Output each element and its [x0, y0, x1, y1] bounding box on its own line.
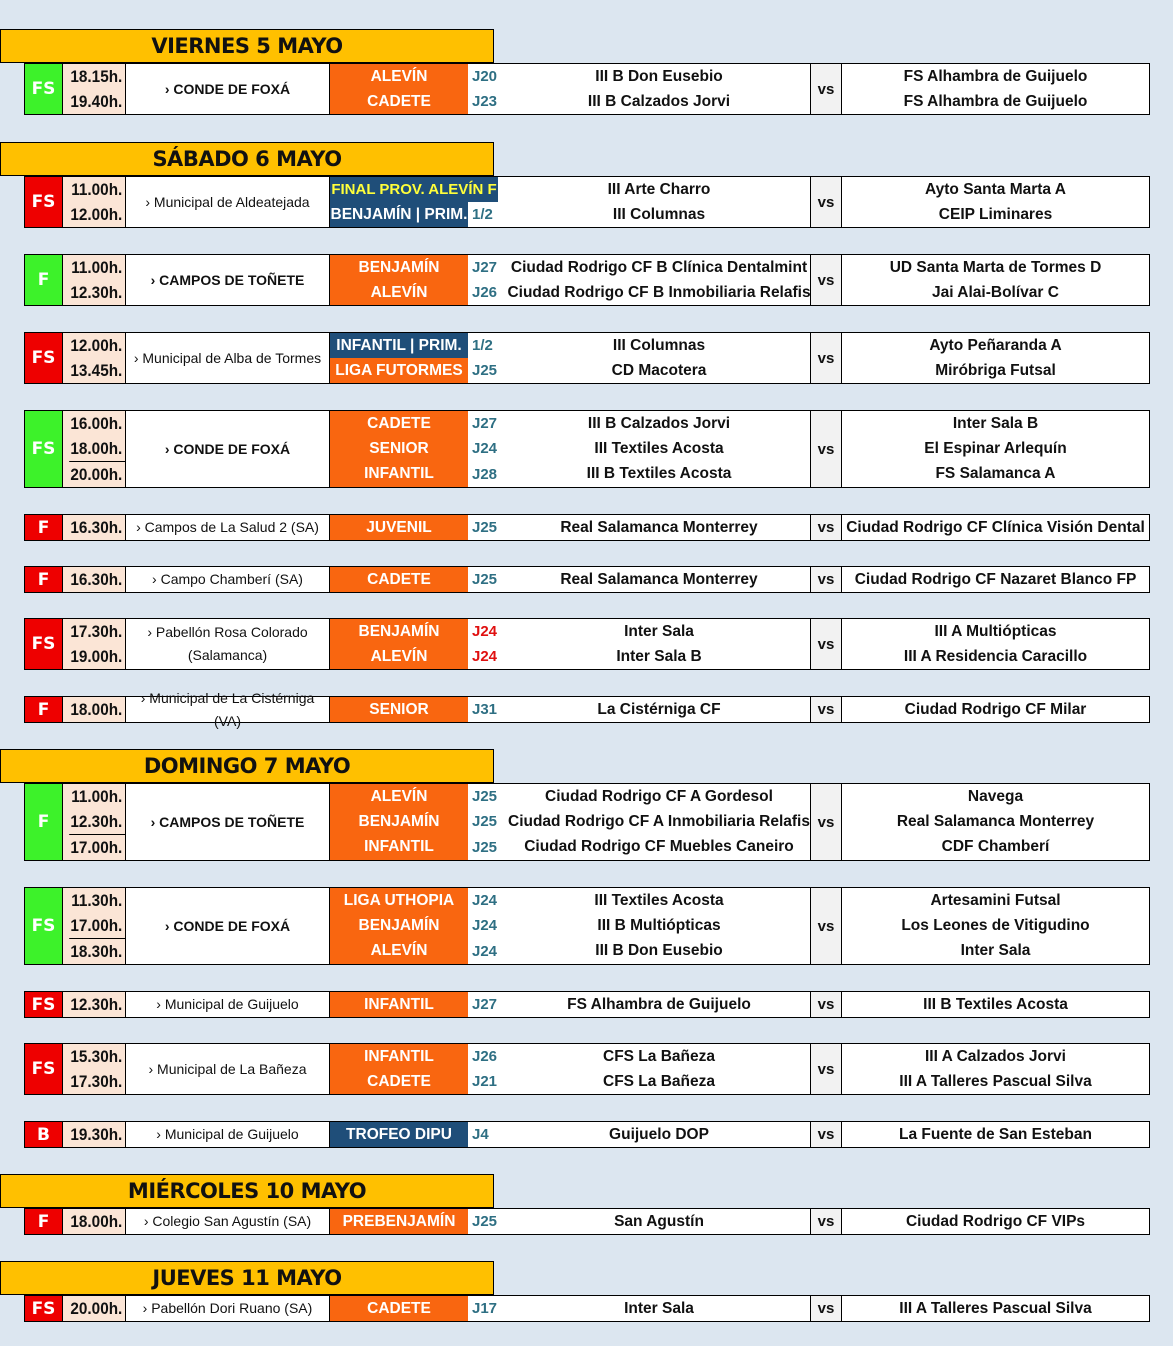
venue-name: › CAMPOS DE TOÑETE [126, 255, 330, 305]
venue-name: › Municipal de Guijuelo [126, 992, 330, 1017]
away-team: La Fuente de San Esteban [899, 1125, 1092, 1143]
home-team-column [508, 411, 811, 487]
home-team-column [508, 1044, 811, 1094]
away-team-column [842, 1209, 1149, 1234]
home-team: CFS La Bañeza [603, 1072, 715, 1090]
time-column [63, 411, 126, 487]
away-team-column [842, 619, 1149, 669]
round-label: J25 [472, 1213, 498, 1230]
category-label: INFANTIL [330, 462, 468, 487]
time-column [63, 992, 126, 1017]
away-team: III A Multiópticas [934, 622, 1057, 640]
away-team: UD Santa Marta de Tormes D [889, 258, 1102, 276]
home-team: III B Don Eusebio [595, 67, 723, 85]
sport-badge: FS [25, 619, 63, 669]
home-team-column [508, 64, 811, 114]
match-time: 13.45h. [70, 360, 123, 380]
match-time: 11.00h. [71, 179, 123, 199]
sport-badge: FS [25, 1296, 63, 1321]
match-time: 20.00h. [70, 1298, 123, 1318]
sport-badge: F [25, 567, 63, 592]
home-team-column [508, 992, 811, 1017]
home-team-column [508, 255, 811, 305]
venue-name: › Municipal de Guijuelo [126, 1122, 330, 1147]
home-team: Guijuelo DOP [609, 1125, 709, 1143]
home-team-column [508, 619, 811, 669]
category-label: BENJAMÍN [330, 913, 468, 938]
match-time: 17.00h. [69, 834, 125, 860]
time-column [63, 567, 126, 592]
match-time: 12.30h. [70, 282, 123, 302]
venue-name: › Municipal de Alba de Tormes [126, 333, 330, 383]
match-time: 12.00h. [70, 204, 123, 224]
venue-name: › Campo Chamberí (SA) [126, 567, 330, 592]
category-label: ALEVÍN [330, 939, 468, 964]
vs-label: vs [811, 1044, 842, 1094]
round-label: J25 [472, 813, 498, 831]
home-team: Real Salamanca Monterrey [560, 570, 758, 588]
category-label: CADETE [330, 567, 468, 592]
sport-badge: FS [25, 411, 63, 487]
home-team-column [508, 697, 811, 722]
venue-name: › Municipal de La Bañeza [126, 1044, 330, 1094]
category-label: BENJAMÍN [330, 619, 468, 644]
home-team-column [508, 177, 811, 227]
away-team: III B Textiles Acosta [923, 995, 1068, 1013]
match-block [24, 689, 1150, 729]
round-column [468, 1122, 508, 1147]
sport-badge: F [25, 784, 63, 860]
category-column [330, 1122, 468, 1147]
home-team: III Columnas [612, 205, 706, 223]
away-team-column [842, 64, 1149, 114]
day-header: VIERNES 5 MAYO [0, 29, 494, 63]
match-block [24, 1121, 1150, 1148]
home-team-column [508, 784, 811, 860]
round-column [468, 1044, 508, 1094]
match-time: 11.30h. [71, 890, 123, 910]
away-team: Inter Sala [960, 942, 1031, 960]
sport-badge: FS [25, 64, 63, 114]
category-column [330, 411, 468, 487]
match-block [24, 254, 1150, 306]
round-column [468, 515, 508, 540]
round-column [468, 784, 508, 860]
away-team: III A Talleres Pascual Silva [899, 1072, 1092, 1090]
match-time: 17.30h. [70, 621, 123, 641]
away-team: Inter Sala B [952, 414, 1039, 432]
round-label: J25 [472, 571, 498, 588]
match-time: 18.30h. [69, 938, 125, 964]
round-label: J17 [472, 1300, 498, 1317]
home-team: III Textiles Acosta [594, 891, 724, 909]
round-label: J25 [472, 788, 498, 806]
time-column [63, 333, 126, 383]
time-column [63, 619, 126, 669]
sport-badge: FS [25, 333, 63, 383]
match-time: 12.30h. [70, 994, 123, 1014]
round-label: J4 [472, 1126, 489, 1143]
sport-badge: FS [25, 992, 63, 1017]
category-label: ALEVÍN [330, 280, 468, 305]
away-team-column [842, 888, 1149, 964]
vs-label: vs [811, 1296, 842, 1321]
time-column [63, 1044, 126, 1094]
category-label: ALEVÍN [330, 64, 468, 89]
match-time: 12.30h. [70, 811, 123, 831]
away-team: Navega [967, 787, 1024, 805]
away-team: El Espinar Arlequín [924, 439, 1067, 457]
round-label: J27 [472, 996, 498, 1013]
category-label: TROFEO DIPU [330, 1122, 468, 1147]
home-team: III B Calzados Jorvi [587, 92, 731, 110]
venue-name: › Municipal de Aldeatejada [126, 177, 330, 227]
away-team-column [842, 784, 1149, 860]
away-team-column [842, 1296, 1149, 1321]
vs-label: vs [811, 992, 842, 1017]
round-label: J24 [472, 623, 498, 640]
home-team-column [508, 333, 811, 383]
category-column [330, 515, 468, 540]
category-label: ALEVÍN [330, 784, 468, 809]
away-team: FS Salamanca A [935, 465, 1056, 483]
round-label: 1/2 [472, 337, 493, 354]
home-team-column [508, 888, 811, 964]
time-column [63, 784, 126, 860]
category-column [330, 888, 468, 964]
sport-badge: FS [25, 177, 63, 227]
away-team: Ciudad Rodrigo CF Milar [904, 700, 1087, 718]
round-label: J27 [472, 415, 498, 433]
match-time: 18.00h. [70, 1211, 123, 1231]
away-team-column [842, 255, 1149, 305]
home-team: Ciudad Rodrigo CF B Inmobiliaria Relafis [507, 283, 811, 301]
vs-label: vs [811, 177, 842, 227]
time-column [63, 888, 126, 964]
category-column [330, 567, 468, 592]
match-time: 18.00h. [70, 699, 123, 719]
home-team: Real Salamanca Monterrey [560, 518, 758, 536]
match-block [24, 176, 1150, 228]
home-team: Ciudad Rodrigo CF A Inmobiliaria Relafis [508, 812, 810, 830]
day-header: MIÉRCOLES 10 MAYO [0, 1174, 494, 1208]
vs-label: vs [811, 888, 842, 964]
home-team-column [508, 1122, 811, 1147]
vs-label: vs [811, 784, 842, 860]
vs-label: vs [811, 333, 842, 383]
venue-name: › Pabellón Dori Ruano (SA) [126, 1296, 330, 1321]
time-column [63, 1209, 126, 1234]
away-team: III A Calzados Jorvi [925, 1047, 1066, 1065]
home-team: CFS La Bañeza [603, 1047, 715, 1065]
away-team-column [842, 1044, 1149, 1094]
vs-label: vs [811, 1209, 842, 1234]
away-team: Ciudad Rodrigo CF VIPs [905, 1212, 1086, 1230]
home-team: CD Macotera [611, 361, 707, 379]
match-time: 11.00h. [71, 257, 123, 277]
category-column [330, 992, 468, 1017]
round-column [468, 255, 508, 305]
away-team-column [842, 177, 1149, 227]
round-column [468, 1209, 508, 1234]
away-team-column [842, 697, 1149, 722]
sport-badge: F [25, 255, 63, 305]
away-team: Jai Alai-Bolívar C [932, 283, 1059, 301]
match-time: 16.30h. [70, 517, 123, 537]
round-label: J31 [472, 701, 498, 718]
round-column [468, 888, 508, 964]
match-time: 16.00h. [70, 413, 123, 433]
away-team: III A Residencia Caracillo [903, 647, 1088, 665]
day-header: JUEVES 11 MAYO [0, 1261, 494, 1295]
match-block [24, 783, 1150, 861]
away-team: FS Alhambra de Guijuelo [903, 67, 1088, 85]
round-column [468, 1296, 508, 1321]
round-label: J26 [472, 1048, 498, 1065]
away-team: Los Leones de Vitigudino [901, 916, 1090, 934]
match-block [24, 1043, 1150, 1095]
match-time: 12.00h. [70, 335, 123, 355]
category-label: LIGA UTHOPIA [330, 888, 468, 913]
vs-label: vs [811, 567, 842, 592]
round-label: J27 [472, 259, 498, 276]
vs-label: vs [811, 515, 842, 540]
category-label: SENIOR [330, 697, 468, 722]
category-label: ALEVÍN [330, 644, 468, 669]
away-team-column [842, 992, 1149, 1017]
match-block [24, 410, 1150, 488]
venue-name: › CONDE DE FOXÁ [126, 64, 330, 114]
match-time: 19.00h. [70, 646, 123, 666]
home-team: Inter Sala B [616, 647, 702, 665]
category-label: BENJAMÍN [330, 809, 468, 834]
home-team: III B Calzados Jorvi [587, 414, 731, 432]
home-team: III B Multiópticas [597, 916, 721, 934]
category-column [330, 333, 468, 383]
category-label: CADETE [330, 89, 468, 114]
venue-name: › Municipal de La Cistérniga (VA) [126, 697, 330, 722]
home-team: La Cistérniga CF [597, 700, 721, 718]
time-column [63, 697, 126, 722]
round-column [468, 64, 508, 114]
category-label: CADETE [330, 1069, 468, 1094]
away-team: CDF Chamberí [941, 838, 1050, 856]
sport-badge: FS [25, 888, 63, 964]
category-column [330, 1044, 468, 1094]
category-label: PREBENJAMÍN [330, 1209, 468, 1234]
away-team: FS Alhambra de Guijuelo [903, 92, 1088, 110]
match-block [24, 887, 1150, 965]
category-label: BENJAMÍN | PRIM. [330, 202, 468, 227]
category-column [330, 697, 468, 722]
round-label: J24 [472, 917, 498, 935]
category-label: CADETE [330, 411, 468, 436]
vs-label: vs [811, 619, 842, 669]
home-team: Inter Sala [624, 1299, 694, 1317]
away-team: Real Salamanca Monterrey [896, 812, 1095, 830]
round-label: J23 [472, 93, 498, 110]
round-label: J21 [472, 1073, 498, 1090]
match-time: 11.00h. [71, 786, 123, 806]
category-label: FINAL PROV. ALEVÍN F [330, 177, 498, 202]
round-column [468, 567, 508, 592]
match-block [24, 566, 1150, 593]
round-label: J24 [472, 892, 498, 910]
match-block [24, 618, 1150, 670]
home-team: San Agustín [614, 1212, 704, 1230]
home-team: III B Don Eusebio [595, 942, 723, 960]
away-team: Ciudad Rodrigo CF Clínica Visión Dental [846, 518, 1145, 536]
day-header: SÁBADO 6 MAYO [0, 142, 494, 176]
away-team: Ayto Santa Marta A [925, 180, 1066, 198]
match-time: 17.30h. [70, 1071, 123, 1091]
category-column [330, 619, 468, 669]
time-column [63, 1122, 126, 1147]
round-label: J24 [472, 648, 498, 665]
category-label: SENIOR [330, 436, 468, 461]
round-label: J24 [472, 440, 498, 458]
round-column [468, 333, 508, 383]
category-column [330, 1209, 468, 1234]
home-team: III Arte Charro [607, 180, 711, 198]
time-column [63, 255, 126, 305]
venue-name: › CONDE DE FOXÁ [126, 411, 330, 487]
vs-label: vs [811, 255, 842, 305]
venue-name: › Pabellón Rosa Colorado (Salamanca) [126, 619, 330, 669]
away-team: III A Talleres Pascual Silva [899, 1299, 1092, 1317]
round-label: J20 [472, 68, 498, 85]
match-time: 16.30h. [70, 569, 123, 589]
match-time: 19.30h. [70, 1124, 123, 1144]
home-team: Ciudad Rodrigo CF A Gordesol [545, 787, 773, 805]
match-block [24, 1295, 1150, 1322]
round-column [468, 697, 508, 722]
time-column [63, 64, 126, 114]
vs-label: vs [811, 64, 842, 114]
round-column [468, 619, 508, 669]
round-label: J25 [472, 838, 498, 856]
home-team: Ciudad Rodrigo CF B Clínica Dentalmint [510, 258, 808, 276]
home-team: III Textiles Acosta [594, 439, 724, 457]
away-team: Miróbriga Futsal [935, 361, 1056, 379]
away-team: Ayto Peñaranda A [929, 336, 1062, 354]
category-label: JUVENIL [330, 515, 468, 540]
category-column [330, 255, 468, 305]
home-team-column [508, 515, 811, 540]
match-block [24, 991, 1150, 1018]
match-block [24, 332, 1150, 384]
time-column [63, 1296, 126, 1321]
match-time: 17.00h. [70, 915, 123, 935]
category-column [330, 64, 468, 114]
match-time: 15.30h. [70, 1046, 123, 1066]
round-label: J26 [472, 284, 498, 301]
away-team-column [842, 567, 1149, 592]
round-label: J28 [472, 465, 498, 483]
round-label: J25 [472, 362, 498, 379]
sport-badge: F [25, 1209, 63, 1234]
home-team-column [508, 1296, 811, 1321]
match-block [24, 514, 1150, 541]
match-time: 20.00h. [69, 461, 125, 487]
home-team: FS Alhambra de Guijuelo [567, 995, 751, 1013]
home-team: III B Textiles Acosta [586, 465, 732, 483]
away-team: Ciudad Rodrigo CF Nazaret Blanco FP [854, 570, 1137, 588]
category-label: INFANTIL [330, 992, 468, 1017]
category-label: BENJAMÍN [330, 255, 468, 280]
away-team-column [842, 333, 1149, 383]
sport-badge: F [25, 697, 63, 722]
away-team: CEIP Liminares [938, 205, 1053, 223]
category-label: INFANTIL [330, 1044, 468, 1069]
time-column [63, 515, 126, 540]
match-time: 18.00h. [70, 438, 123, 458]
time-column [63, 177, 126, 227]
home-team: Inter Sala [624, 622, 694, 640]
day-header: DOMINGO 7 MAYO [0, 749, 494, 783]
category-column [330, 1296, 468, 1321]
category-label: CADETE [330, 1296, 468, 1321]
away-team-column [842, 1122, 1149, 1147]
category-label: INFANTIL [330, 835, 468, 860]
away-team-column [842, 411, 1149, 487]
round-label: 1/2 [472, 206, 493, 223]
category-label: LIGA FUTORMES [330, 358, 468, 383]
round-label: J25 [472, 519, 498, 536]
match-time: 19.40h. [70, 91, 123, 111]
home-team-column [508, 1209, 811, 1234]
category-column [330, 784, 468, 860]
match-time: 18.15h. [70, 66, 123, 86]
sport-badge: FS [25, 1044, 63, 1094]
venue-name: › CONDE DE FOXÁ [126, 888, 330, 964]
match-block [24, 1208, 1150, 1235]
sport-badge: F [25, 515, 63, 540]
home-team-column [508, 567, 811, 592]
venue-name: › Campos de La Salud 2 (SA) [126, 515, 330, 540]
away-team: Artesamini Futsal [930, 891, 1061, 909]
vs-label: vs [811, 1122, 842, 1147]
venue-name: › CAMPOS DE TOÑETE [126, 784, 330, 860]
venue-name: › Colegio San Agustín (SA) [126, 1209, 330, 1234]
round-column [468, 411, 508, 487]
sport-badge: B [25, 1122, 63, 1147]
vs-label: vs [811, 697, 842, 722]
category-label: INFANTIL | PRIM. [330, 333, 468, 358]
round-column [468, 992, 508, 1017]
home-team: III Columnas [612, 336, 706, 354]
round-label: J24 [472, 942, 498, 960]
home-team: Ciudad Rodrigo CF Muebles Caneiro [524, 838, 794, 856]
vs-label: vs [811, 411, 842, 487]
match-block [24, 63, 1150, 115]
away-team-column [842, 515, 1149, 540]
